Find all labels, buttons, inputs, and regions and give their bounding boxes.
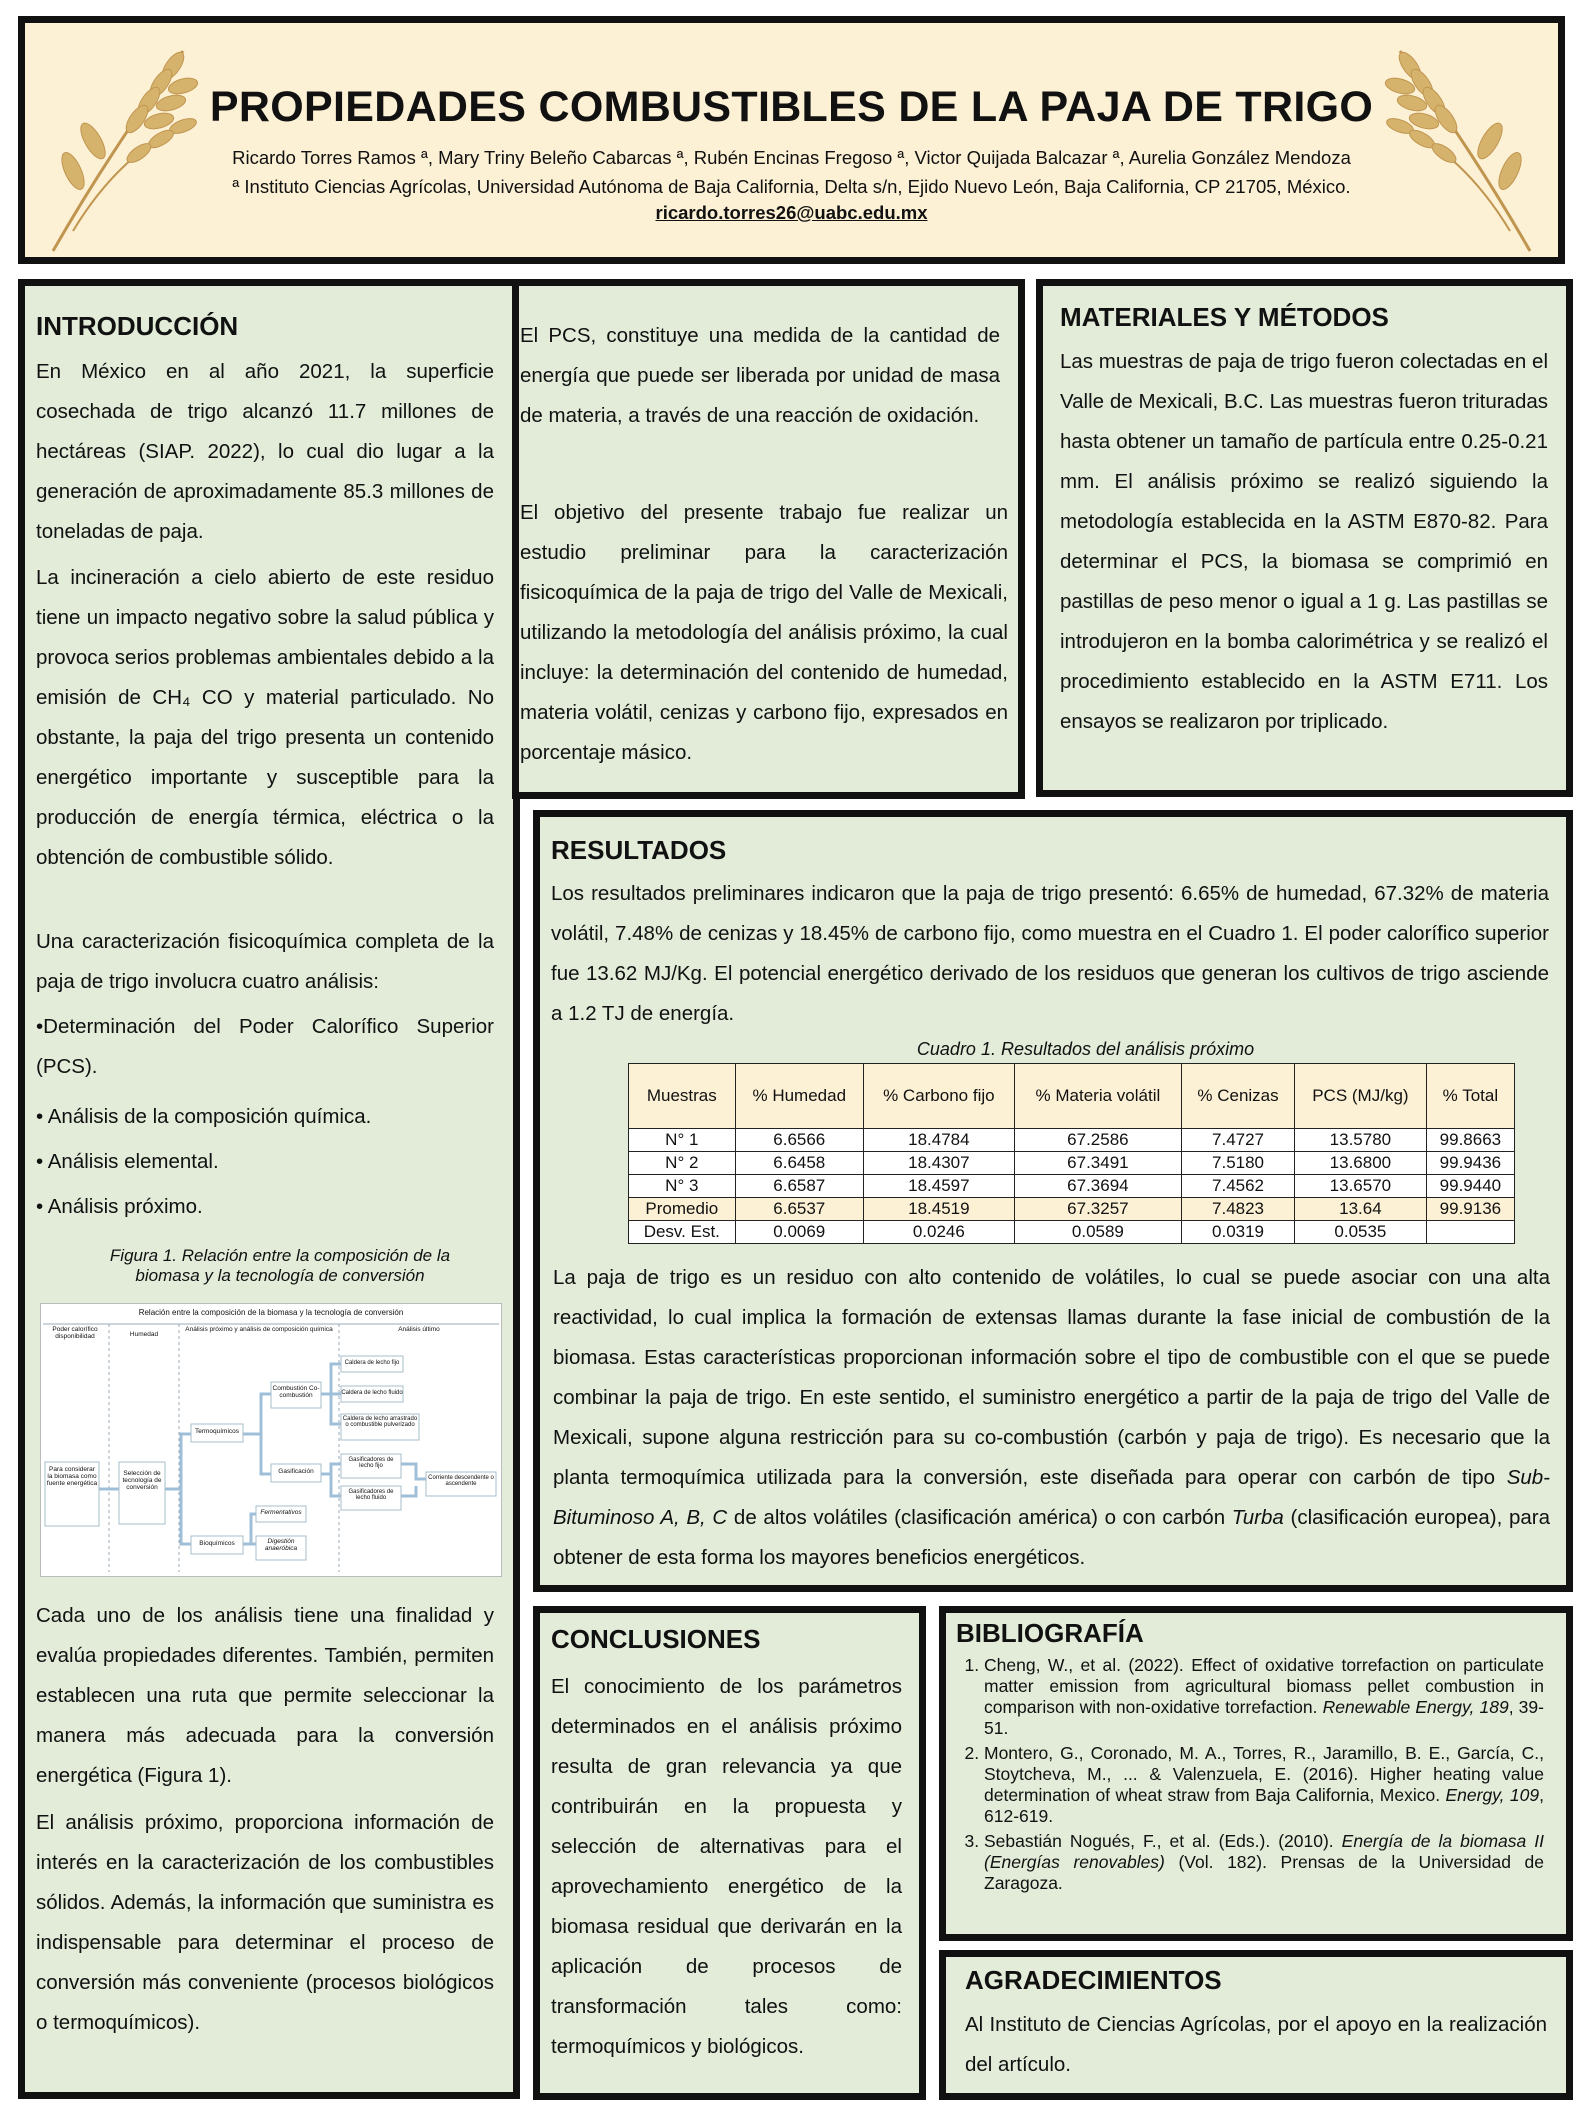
table-cell: 7.4727 [1182, 1129, 1295, 1152]
table-cell: 7.4823 [1182, 1198, 1295, 1221]
intro-heading: INTRODUCCIÓN [36, 311, 239, 341]
table-row [629, 1152, 1515, 1175]
reference-1: 1. Cheng, W., et al. (2022). Effect of oxidative torrefaction on particulate matter emission from agricultural biomass pellet combustion in comparison with non-oxidative torrefaction. Renewable Energy, 189, 39-51. [984, 1655, 1544, 1739]
diagram-node-digestion: Digestión anaeróbica [264, 1538, 298, 1552]
resultados-p1: Los resultados preliminares indicaron que la paja de trigo presentó: 6.65% de humedad, 67.32% de materia volátil, 7.48% de cenizas y 18.45% de carbono fijo, como muestra en el Cuadro 1. El poder calorífico superior fue 13.62 MJ/Kg. El potencial energético derivado de los residuos que generan los cultivos de trigo asciende a 1.2 TJ de energía. [551, 882, 1549, 1025]
table-cell: 0.0319 [1182, 1221, 1295, 1244]
diagram-node-g1: Gasificadores de lecho fijo [348, 1457, 394, 1469]
diagram-col3: Análisis próximo y análisis de composición química [185, 1326, 333, 1333]
diagram-node-c2: Caldera de lecho fluido [341, 1390, 403, 1396]
agradecimientos-heading: AGRADECIMIENTOS [965, 1965, 1222, 1995]
table-cell: 7.4562 [1182, 1175, 1295, 1198]
table-cell: 18.4597 [863, 1175, 1014, 1198]
diagram-node-c3: Caldera de lecho arrastrado o combustible pulverizado [342, 1416, 418, 1428]
affiliation: ª Instituto Ciencias Agrícolas, Universidad Autónoma de Baja California, Delta s/n, Ejido Nuevo León, Baja California, CP 21705, México. [232, 176, 1351, 197]
reference-2: 2. Montero, G., Coronado, M. A., Torres, R., Jaramillo, B. E., García, C., Stoytcheva, M., ... & Valenzuela, E. (2016). Higher heating value determination of wheat straw from Baja California, Mexico. Energy, 109, 612-619. [984, 1743, 1544, 1827]
diagram-node-biomasa: Para considerar la biomasa como fuente energética [46, 1466, 98, 1487]
diagram-col1: Poder calorífico disponibilidad [52, 1326, 98, 1340]
reference-3: 3. Sebastián Nogués, F., et al. (Eds.). (2010). Energía de la biomasa II (Energías renovables) (Vol. 182). Prensas de la Universidad de Zaragoza. [984, 1831, 1544, 1894]
table-cell: 13.6570 [1294, 1175, 1426, 1198]
materiales-text: Las muestras de paja de trigo fueron colectadas en el Valle de Mexicali, B.C. Las muestras fueron trituradas hasta obtener un tamaño de partícula entre 0.25-0.21 mm. El análisis próximo se realizó siguiendo la metodología establecida en la ASTM E870-82. Para determinar el PCS, la biomasa se comprimió en pastillas de peso menor o igual a 1 g. Las pastillas se introdujeron en la bomba calorimétrica y se realizó el procedimiento establecido en la ASTM E711. Los ensayos se realizaron por triplicado. [1060, 350, 1548, 733]
table-cell: 6.6587 [735, 1175, 863, 1198]
authors: Ricardo Torres Ramos ª, Mary Triny Beleño Cabarcas ª, Rubén Encinas Fregoso ª, Victor Quijada Balcazar ª, Aurelia González Mendoza [232, 147, 1351, 168]
intro-bullet-proximo: • Análisis próximo. [36, 1195, 203, 1218]
table-cell: 0.0069 [735, 1221, 863, 1244]
table-header-cell: % Carbono fijo [863, 1064, 1014, 1129]
table-cell: 99.8663 [1426, 1129, 1514, 1152]
diagram-title: Relación entre la composición de la biomasa y la tecnología de conversión [138, 1308, 404, 1317]
table-cell: N° 3 [629, 1175, 736, 1198]
table-row [629, 1198, 1515, 1221]
table-cell: N° 2 [629, 1152, 736, 1175]
intro-bullet-elemental: • Análisis elemental. [36, 1150, 219, 1173]
table-cell: 18.4307 [863, 1152, 1014, 1175]
table-header-cell: Muestras [629, 1064, 736, 1129]
materiales-heading: MATERIALES Y MÉTODOS [1060, 302, 1389, 332]
table-cell: 0.0589 [1014, 1221, 1181, 1244]
resultados-p2: La paja de trigo es un residuo con alto contenido de volátiles, lo cual se puede asociar con una alta reactividad, lo cual implica la formación de extensas llamas durante la fase inicial de combustión de la biomasa. Estas características proporcionan información sobre el tipo de combustible con el que se puede combinar la paja de trigo. En este sentido, el suministro energético a partir de la paja de trigo del Valle de Mexicali, supone alguna restricción para su co-combustión (carbón y paja de trigo). Es necesario que la planta termoquímica utilizada para la conversión, este diseñada para operar con carbón de tipo Sub-Bituminoso A, B, C de altos volátiles (clasificación américa) o con carbón Turba (clasificación europea), para obtener de esta forma los mayores beneficios energéticos. [553, 1266, 1550, 1569]
table-cell: 0.0246 [863, 1221, 1014, 1244]
intro-p6: El PCS, constituye una medida de la cantidad de energía que puede ser liberada por unidad de masa de materia, a través de una reacción de oxidación. [520, 324, 1000, 427]
table-cell: Desv. Est. [629, 1221, 736, 1244]
table-row [629, 1221, 1515, 1244]
email-link[interactable]: ricardo.torres26@uabc.edu.mx [655, 202, 928, 223]
diagram-node-fermentativos: Fermentativos [260, 1509, 302, 1516]
intro-p4: Cada uno de los análisis tiene una finalidad y evalúa propiedades diferentes. También, permiten establecen una ruta que permite seleccionar la manera más adecuada para la conversión energética (Figura 1). [36, 1604, 494, 1787]
table-cell [1426, 1221, 1514, 1244]
table-cell: 99.9136 [1426, 1198, 1514, 1221]
table-header-row [629, 1064, 1515, 1129]
table-cell: 67.3257 [1014, 1198, 1181, 1221]
diagram-node-c1: Caldera de lecho fijo [344, 1360, 400, 1366]
poster-title: PROPIEDADES COMBUSTIBLES DE LA PAJA DE TRIGO [209, 83, 1374, 131]
table-cell: 18.4784 [863, 1129, 1014, 1152]
table-header-cell: % Cenizas [1182, 1064, 1295, 1129]
table-cell: 6.6458 [735, 1152, 863, 1175]
diagram-col4: Análisis último [398, 1326, 440, 1333]
poster-header [18, 16, 1565, 264]
intro-p5: El análisis próximo, proporciona información de interés en la caracterización de los combustibles sólidos. Además, la información que suministra es indispensable para determinar el proceso de conversión más conveniente (procesos biológicos o termoquímicos). [36, 1811, 494, 2034]
conversion-diagram [40, 1303, 502, 1577]
conclusiones-text: El conocimiento de los parámetros determinados en el análisis próximo resulta de gran relevancia ya que contribuirán en la propuesta y selección de alternativas para el aprovechamiento energético de la biomasa residual que derivarán en la aplicación de procesos de transformación tales como: termoquímicos y biológicos. [551, 1675, 902, 2058]
table-cell: 7.5180 [1182, 1152, 1295, 1175]
agradecimientos-text: Al Instituto de Ciencias Agrícolas, por el apoyo en la realización del artículo. [965, 2013, 1547, 2076]
intro-p7: El objetivo del presente trabajo fue realizar un estudio preliminar para la caracterización fisicoquímica de la paja de trigo del Valle de Mexicali, utilizando la metodología del análisis próximo, la cual incluye: la determinación del contenido de humedad, materia volátil, cenizas y carbono fijo, expresados en porcentaje másico. [520, 501, 1008, 764]
diagram-node-termo: Termoquímicos [194, 1428, 240, 1435]
table-cell: 67.3694 [1014, 1175, 1181, 1198]
table-cell: N° 1 [629, 1129, 736, 1152]
table-row [629, 1129, 1515, 1152]
table-header-cell: PCS (MJ/kg) [1294, 1064, 1426, 1129]
table-cell: 6.6566 [735, 1129, 863, 1152]
table-cell: 99.9436 [1426, 1152, 1514, 1175]
table-cell: Promedio [629, 1198, 736, 1221]
table-row [629, 1175, 1515, 1198]
table-cell: 99.9440 [1426, 1175, 1514, 1198]
table-cell: 0.0535 [1294, 1221, 1426, 1244]
bibliografia-heading: BIBLIOGRAFÍA [956, 1618, 1144, 1648]
conclusiones-heading: CONCLUSIONES [551, 1624, 761, 1654]
intro-p3: Una caracterización fisicoquímica completa de la paja de trigo involucra cuatro análisis: [36, 930, 494, 993]
figure-caption: Figura 1. Relación entre la composición de la biomasa y la tecnología de conversión [109, 1246, 451, 1285]
diagram-node-gasificacion: Gasificación [278, 1468, 314, 1475]
table-cell: 67.2586 [1014, 1129, 1181, 1152]
table-cell: 13.5780 [1294, 1129, 1426, 1152]
intro-p2: La incineración a cielo abierto de este residuo tiene un impacto negativo sobre la salud pública y provoca serios problemas ambientales debido a la emisión de CH₄ CO y material particulado. No obstante, la paja del trigo presenta un contenido energético importante y susceptible para la producción de energía térmica, eléctrica o la obtención de combustible sólido. [36, 566, 494, 869]
diagram-node-bio: Bioquímicos [199, 1540, 235, 1547]
diagram-node-seleccion: Selección de tecnología de conversión [122, 1470, 162, 1491]
results-table [628, 1063, 1515, 1244]
intro-p1: En México en al año 2021, la superficie cosechada de trigo alcanzó 11.7 millones de hectáreas (SIAP. 2022), lo cual dio lugar a la generación de aproximadamente 85.3 millones de toneladas de paja. [36, 360, 494, 543]
table-header-cell: % Humedad [735, 1064, 863, 1129]
table-cell: 67.3491 [1014, 1152, 1181, 1175]
table-cell: 13.64 [1294, 1198, 1426, 1221]
intro-bullet-quimica: • Análisis de la composición química. [36, 1105, 372, 1128]
resultados-heading: RESULTADOS [551, 835, 727, 865]
table-cell: 18.4519 [863, 1198, 1014, 1221]
table-header-cell: % Total [1426, 1064, 1514, 1129]
diagram-svg [41, 1304, 501, 1576]
diagram-col2: Humedad [129, 1331, 159, 1338]
diagram-node-corriente: Corriente descendente o ascendente [428, 1475, 494, 1487]
table-caption: Cuadro 1. Resultados del análisis próximo [916, 1039, 1255, 1059]
intro-bullet-pcs: •Determinación del Poder Calorífico Superior (PCS). [36, 1015, 494, 1078]
diagram-node-combustion: Combustión Co-combustión [272, 1385, 320, 1399]
table-cell: 13.6800 [1294, 1152, 1426, 1175]
bibliografia-list [956, 1655, 1544, 1898]
table-cell: 6.6537 [735, 1198, 863, 1221]
table-header-cell: % Materia volátil [1014, 1064, 1181, 1129]
diagram-node-g2: Gasificadores de lecho fluido [348, 1489, 394, 1501]
